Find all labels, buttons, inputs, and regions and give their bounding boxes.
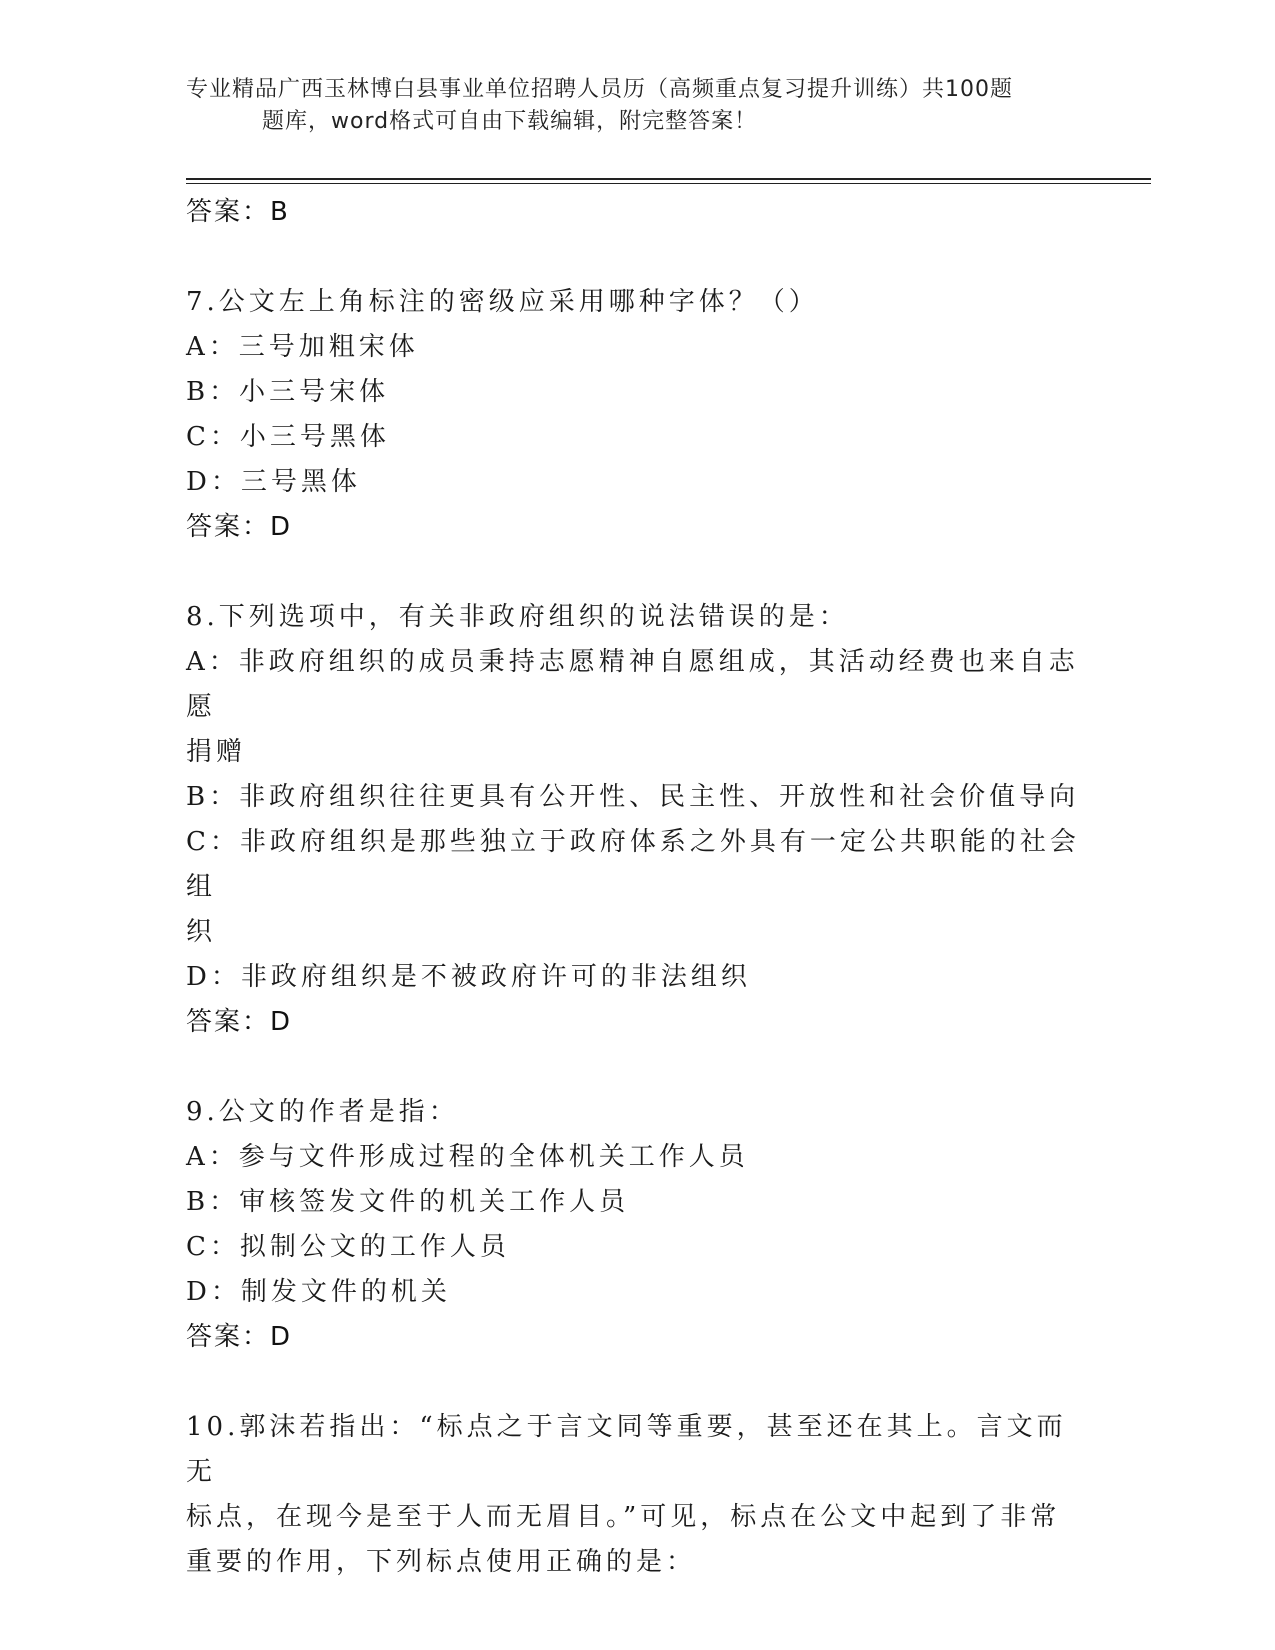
question-stem-line-2: 标点，在现今是至于人而无眉目。”可见，标点在公文中起到了非常: [186, 1502, 1061, 1532]
header-title-line-1: 专业精品广西玉林博白县事业单位招聘人员历（高频重点复习提升训练）共100题: [186, 77, 1013, 102]
option-b: B：小三号宋体: [186, 377, 390, 407]
option-d: D：非政府组织是不被政府许可的非法组织: [186, 962, 751, 992]
option-a-line-2: 捐赠: [186, 737, 247, 767]
question-10: [186, 1405, 1086, 1585]
question-stem: 9.公文的作者是指：: [186, 1097, 459, 1127]
option-a-line-1: A：非政府组织的成员秉持志愿精神自愿组成，其活动经费也来自志愿: [186, 647, 1079, 722]
header-divider: [186, 178, 1151, 180]
header-title-line-2: 题库，word格式可自由下载编辑，附完整答案！: [262, 109, 758, 134]
question-stem-line-1: 10.郭沫若指出：“标点之于言文同等重要，甚至还在其上。言文而无: [186, 1412, 1067, 1487]
option-b: B：非政府组织往往更具有公开性、民主性、开放性和社会价值导向: [186, 782, 1080, 812]
option-c: C：小三号黑体: [186, 422, 390, 452]
question-9: [186, 1090, 1086, 1360]
question-stem-line-3: 重要的作用，下列标点使用正确的是：: [186, 1547, 697, 1577]
question-stem: 8.下列选项中，有关非政府组织的说法错误的是：: [186, 602, 849, 632]
prev-answer: 答案：B: [186, 197, 290, 227]
answer: 答案：D: [186, 512, 293, 542]
option-c-line-2: 织: [186, 917, 217, 947]
option-c: C：拟制公文的工作人员: [186, 1232, 510, 1262]
option-a: A：三号加粗宋体: [186, 332, 419, 362]
document-body: [186, 190, 1086, 1585]
answer: 答案：D: [186, 1322, 293, 1352]
option-c-line-1: C：非政府组织是那些独立于政府体系之外具有一定公共职能的社会组: [186, 827, 1080, 902]
header-divider-thin: [186, 183, 1151, 184]
question-8: [186, 595, 1086, 1045]
question-stem: 7.公文左上角标注的密级应采用哪种字体？（）: [186, 287, 819, 317]
document-header: [186, 74, 1086, 138]
option-d: D：制发文件的机关: [186, 1277, 451, 1307]
option-d: D：三号黑体: [186, 467, 361, 497]
option-b: B：审核签发文件的机关工作人员: [186, 1187, 630, 1217]
answer: 答案：D: [186, 1007, 293, 1037]
option-a: A：参与文件形成过程的全体机关工作人员: [186, 1142, 749, 1172]
question-7: [186, 280, 1086, 550]
